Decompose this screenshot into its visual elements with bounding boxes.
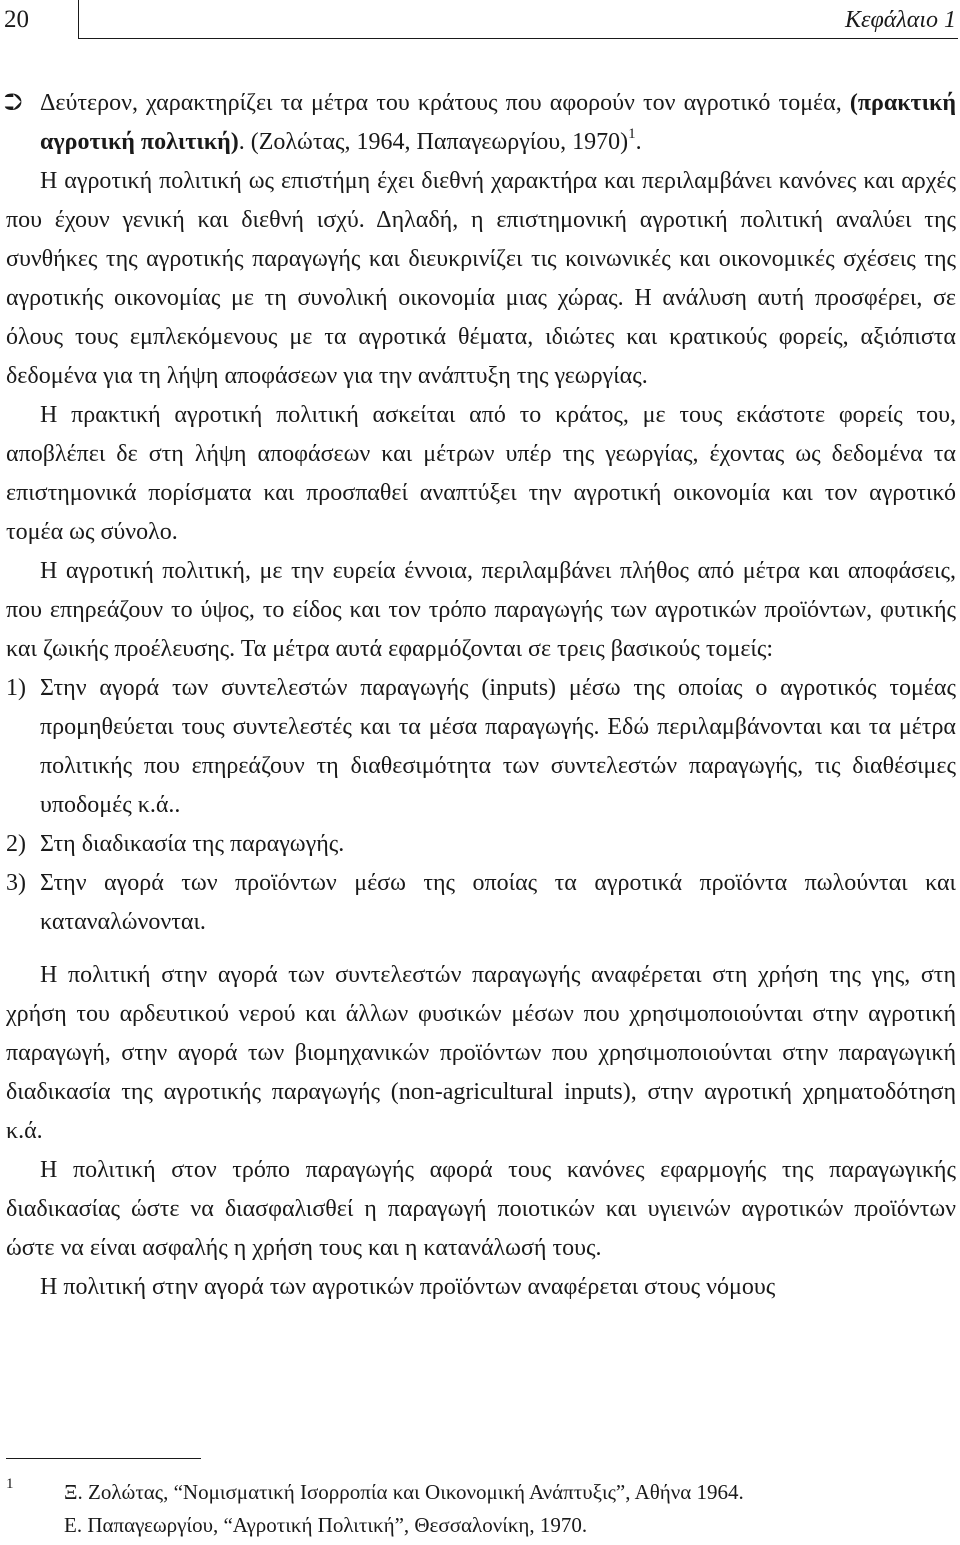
paragraph-5: Η πολιτική στον τρόπο παραγωγής αφορά τους κανόνες εφαρμογής της παραγωγικής διαδικασίας ώστε να διασφαλισθεί η παραγωγή ποιοτικών και υγιεινών αγροτικών προϊόντων ώστε να είναι ασφαλής η χρήση τους και η κατανάλωσή τους. [6,1157,956,1261]
bullet-paragraph [6,84,956,162]
paragraph-6: Η πολιτική στην αγορά των αγροτικών προϊόντων αναφέρεται στους νόμους [40,1274,776,1300]
footnotes [6,1476,956,1542]
footnote-mark: 1 [6,1476,14,1492]
footnote-line-2: Ε. Παπαγεωργίου, “Αγροτική Πολιτική”, Θεσσαλονίκη, 1970. [64,1513,588,1537]
paragraph-3: Η αγροτική πολιτική, με την ευρεία έννοια, περιλαμβάνει πλήθος από μέτρα και αποφάσεις, που επηρεάζουν το ύψος, το είδος και τον τρόπο παραγωγής των αγροτικών προϊόντων, φυτικής και ζωικής προέλευσης. Τα μέτρα αυτά εφαρμόζονται σε τρεις βασικούς τομείς: [6,558,956,662]
footnote-line-1: Ξ. Ζολώτας, “Νομισματική Ισορροπία και Οικονομική Ανάπτυξις”, Αθήνα 1964. [64,1480,744,1504]
paragraph-2: Η πρακτική αγροτική πολιτική ασκείται από το κράτος, με τους εκάστοτε φορείς του, αποβλέπει δε στη λήψη αποφάσεων και μέτρων υπέρ της γεωργίας, έχοντας ως δεδομένα τα επιστημονικά πορίσματα και προσπαθεί αναπτύξει την αγροτική οικονομία και τον αγροτικό τομέα ως σύνολο. [6,402,956,545]
header-horizontal-rule [78,38,958,39]
numbered-list [6,669,956,942]
list-item [6,825,956,864]
list-item-text: Στην αγορά των προϊόντων μέσω της οποίας τα αγροτικά προϊόντα πωλούνται και καταναλώνονται. [40,870,956,935]
spacer [6,942,956,956]
chapter-title: Κεφάλαιο 1 [845,7,956,33]
list-item-text: Στην αγορά των συντελεστών παραγωγής (inputs) μέσω της οποίας ο αγροτικός τομέας προμηθεύεται τους συντελεστές και τα μέσα παραγωγής. Εδώ περιλαμβάνονται και τα μέτρα πολιτικής που επηρεάζουν τη διαθεσιμότητα των συντελεστών παραγωγής, τις διαθέσιμες υποδομές κ.ά.. [40,675,956,818]
list-item-number: 2) [6,831,26,857]
footnote-reference: 1 [628,126,636,142]
paragraph-4: Η πολιτική στην αγορά των συντελεστών παραγωγής αναφέρεται στη χρήση της γης, στη χρήση του αρδευτικού νερού και άλλων φυσικών μέσων που χρησιμοποιούνται στην αγροτική παραγωγή, στην αγορά των βιομηχανικών προϊόντων που χρησιμοποιούνται στην παραγωγική διαδικασία της αγροτικής παραγωγής (non-agricultural inputs), στην αγροτική χρηματοδότηση κ.ά. [6,962,956,1144]
bullet-end: . [635,129,642,155]
list-item [6,669,956,825]
list-item-text: Στη διαδικασία της παραγωγής. [40,831,345,857]
list-item [6,864,956,942]
footnote-1 [6,1476,956,1542]
header-vertical-rule [78,0,79,38]
bullet-bold-term: (πρακτική αγροτική πολιτική) [40,90,956,155]
bullet-text-after: . (Ζολώτας, 1964, Παπαγεωργίου, 1970) [238,129,629,155]
list-item-number: 1) [6,675,26,701]
body-text [6,84,956,1307]
list-item-number: 3) [6,870,26,896]
paragraph-1: Η αγροτική πολιτική ως επιστήμη έχει διεθνή χαρακτήρα και περιλαμβάνει κανόνες και αρχές που έχουν γενική και διεθνή ισχύ. Δηλαδή, η επιστημονική αγροτική πολιτική αναλύει της συνθήκες της αγροτικής παραγωγής και διευκρινίζει τις κοινωνικές και οικονομικές σχέσεις της αγροτικής οικονομίας με τη συνολική οικονομία μιας χώρας. Η ανάλυση αυτή προσφέρει, σε όλους τους εμπλεκόμενους με τα αγροτικά θέματα, ιδιώτες και κρατικούς φορείς, αξιόπιστα δεδομένα για τη λήψη αποφάσεων για την ανάπτυξη της γεωργίας. [6,168,956,389]
footnote-rule [6,1458,201,1459]
bullet-text-before: Δεύτερον, χαρακτηρίζει τα μέτρα του κράτους που αφορούν τον αγροτικό τομέα, [40,90,850,116]
arrow-bullet-icon: ⮊ [4,90,23,116]
page-number: 20 [4,6,29,33]
page-header [0,0,960,40]
